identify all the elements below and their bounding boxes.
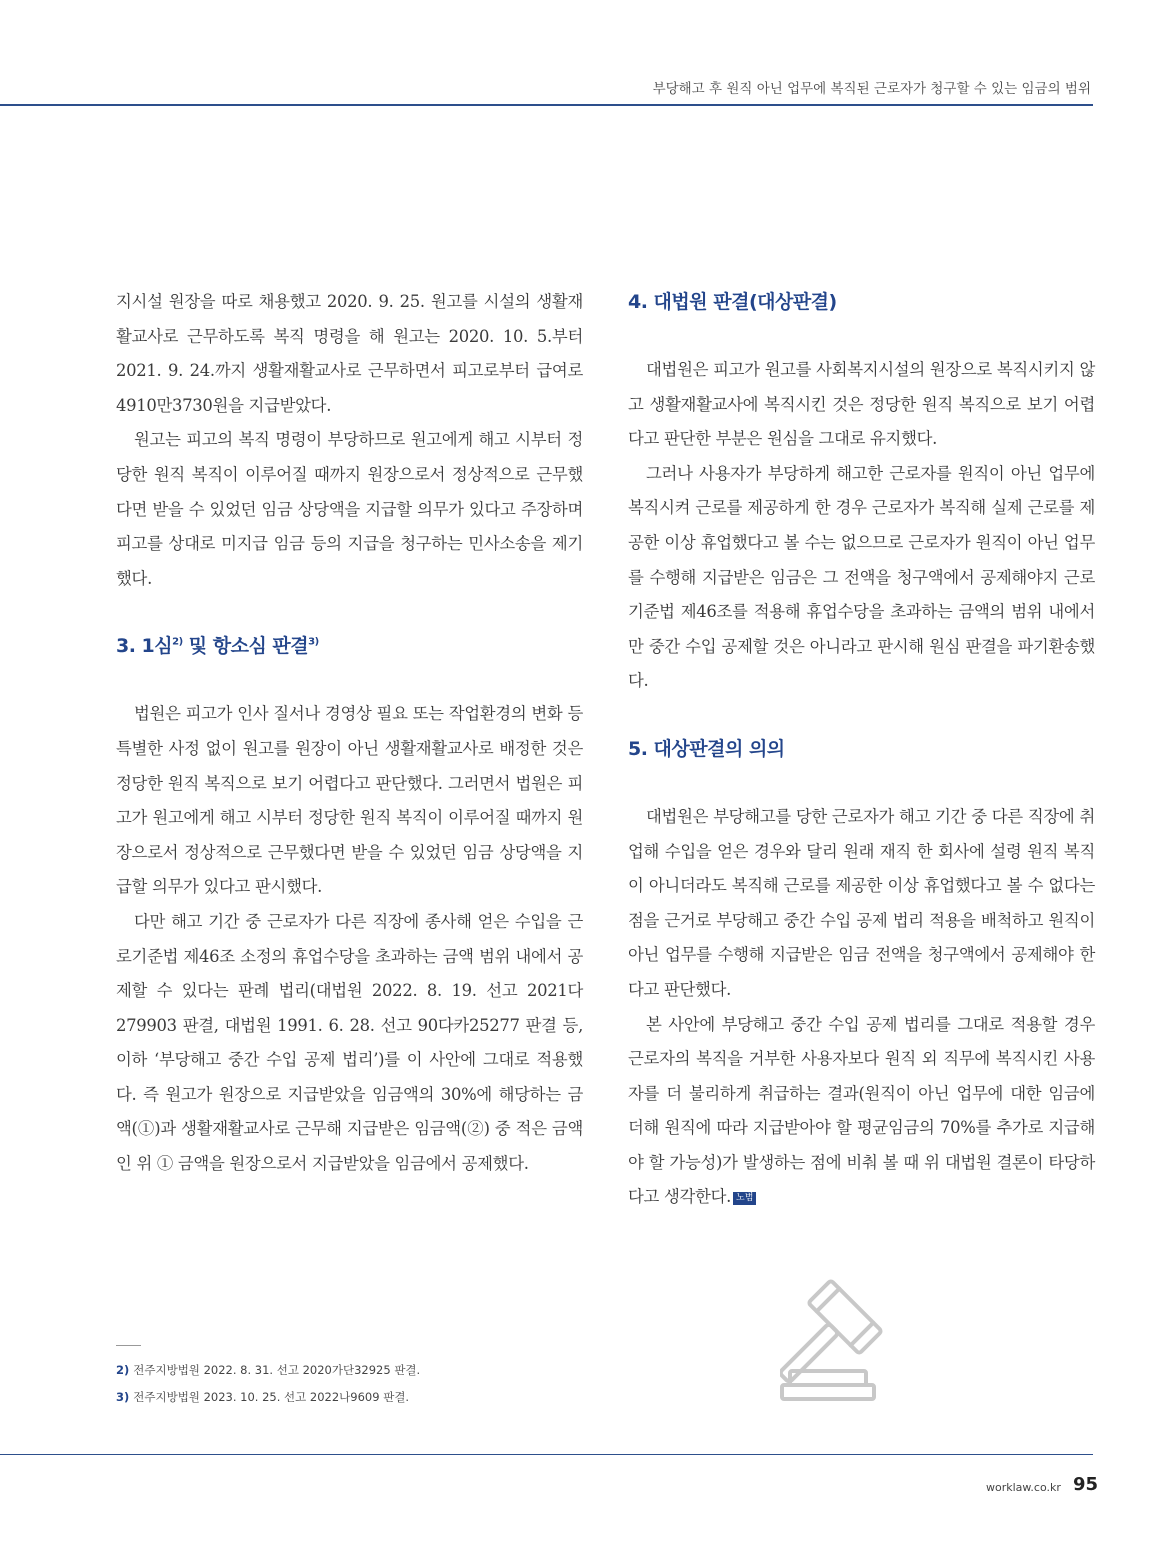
footnote-ref-2[interactable]: 2) — [172, 637, 183, 649]
paragraph: 법원은 피고가 인사 질서나 경영상 필요 또는 작업환경의 변화 등 특별한 사정 없이 원고를 원장이 아닌 생활재활교사로 배정한 것은 정당한 원직 복직으로 보기 어렵다고 판단했다. 그러면서 법원은 피고가 원고에게 해고 시부터 정당한 원직 복직이 이루어질 때까지 원장으로서 정상적으로 근무했다면 받을 수 있었던 임금 상당액을 지급할 의무가 있다고 판시했다. — [116, 704, 583, 897]
paragraph: 그러나 사용자가 부당하게 해고한 근로자를 원직이 아닌 업무에 복직시켜 근로를 제공하게 한 경우 근로자가 복직해 실제 근로를 제공한 이상 휴업했다고 볼 수는 없으므로 근로자가 원직이 아닌 업무를 수행해 지급받은 임금은 그 전액을 청구액에서 공제해야지 근로기준법 제46조를 적용해 휴업수당을 초과하는 금액의 범위 내에서만 중간 수입 공제할 것은 아니라고 판시해 원심 판결을 파기환송했다. — [628, 463, 1095, 691]
footnote-number: 2) — [116, 1363, 130, 1377]
footer-site-url: worklaw.co.kr — [986, 1481, 1061, 1494]
footer-divider — [0, 1454, 1093, 1455]
section-heading-3 — [116, 629, 583, 663]
footnote-text: 전주지방법원 2022. 8. 31. 선고 2020가단32925 판결. — [133, 1363, 421, 1377]
paragraph: 다만 해고 기간 중 근로자가 다른 직장에 종사해 얻은 수입을 근로기준법 제46조 소정의 휴업수당을 초과하는 금액 범위 내에서 공제할 수 있다는 판례 법리(대법원 2022. 8. 19. 선고 2021다279903 판결, 대법원 1991. 6. 28. 선고 90다카25277 판결 등, 이하 ‘부당해고 중간 수입 공제 법리’)를 이 사안에 그대로 적용했다. 즉 원고가 원장으로 지급받았을 임금액의 30%에 해당하는 금액(①)과 생활재활교사로 근무해 지급받은 임금액(②) 중 적은 금액인 위 ① 금액을 원장으로서 지급받았을 임금에서 공제했다. — [116, 911, 583, 1174]
section-heading-5: 5. 대상판결의 의의 — [628, 737, 785, 760]
footnote-ref-3[interactable]: 3) — [308, 637, 319, 649]
footnote-3 — [116, 1384, 420, 1411]
paragraph-final — [628, 1008, 1095, 1216]
header-divider — [0, 104, 1093, 106]
footnote-divider — [116, 1345, 141, 1346]
paragraph-continued: 지시설 원장을 따로 채용했고 2020. 9. 25. 원고를 시설의 생활재활교사로 근무하도록 복직 명령을 해 원고는 2020. 10. 5.부터 2021. 9. 24.까지 생활재활교사로 근무하면서 피고로부터 급여로 4910만3730원을 지급받았다. — [116, 292, 583, 415]
paragraph: 대법원은 피고가 원고를 사회복지시설의 원장으로 복직시키지 않고 생활재활교사에 복직시킨 것은 정당한 원직 복직으로 보기 어렵다고 판단한 부분은 원심을 그대로 유지했다. — [628, 360, 1095, 449]
paragraph: 원고는 피고의 복직 명령이 부당하므로 원고에게 해고 시부터 정당한 원직 복직이 이루어질 때까지 원장으로서 정상적으로 근무했다면 받을 수 있었던 임금 상당액을 지급할 의무가 있다고 주장하며 피고를 상대로 미지급 임금 등의 지급을 청구하는 민사소송을 제기했다. — [116, 430, 583, 588]
paragraph-final-text: 본 사안에 부당해고 중간 수입 공제 법리를 그대로 적용할 경우 근로자의 복직을 거부한 사용자보다 원직 외 직무에 복직시킨 사용자를 더 불리하게 취급하는 결과(원직이 아닌 업무에 대한 임금에 더해 원직에 따라 지급받아야 할 평균임금의 70%를 추가로 지급해야 할 가능성)가 발생하는 점에 비춰 볼 때 위 대법원 결론이 타당하다고 생각한다. — [628, 1014, 1095, 1207]
section-heading-3-part-b: 및 항소심 판결 — [182, 635, 309, 658]
running-header-title: 부당해고 후 원직 아닌 업무에 복직된 근로자가 청구할 수 있는 임금의 범위 — [652, 81, 1091, 97]
footnote-number: 3) — [116, 1390, 130, 1404]
right-column — [628, 285, 1095, 1215]
left-column — [116, 285, 583, 1182]
section-heading-4: 4. 대법원 판결(대상판결) — [628, 291, 837, 313]
gavel-icon — [780, 1275, 940, 1405]
footnote-text: 전주지방법원 2023. 10. 25. 선고 2022나9609 판결. — [133, 1390, 410, 1404]
end-mark-badge: 노범 — [733, 1192, 756, 1205]
section-heading-3-part-a: 3. 1심 — [116, 635, 173, 658]
paragraph: 대법원은 부당해고를 당한 근로자가 해고 기간 중 다른 직장에 취업해 수입을 얻은 경우와 달리 원래 재직 한 회사에 설령 원직 복직이 아니더라도 복직해 근로를 제공한 이상 휴업했다고 볼 수 없다는 점을 근거로 부당해고 중간 수입 공제 법리 적용을 배척하고 원직이 아닌 업무를 수행해 지급받은 임금 전액을 청구액에서 공제해야 한다고 판단했다. — [628, 806, 1095, 999]
footnotes — [116, 1357, 420, 1411]
footnote-2 — [116, 1357, 420, 1384]
page-number: 95 — [1073, 1474, 1099, 1495]
